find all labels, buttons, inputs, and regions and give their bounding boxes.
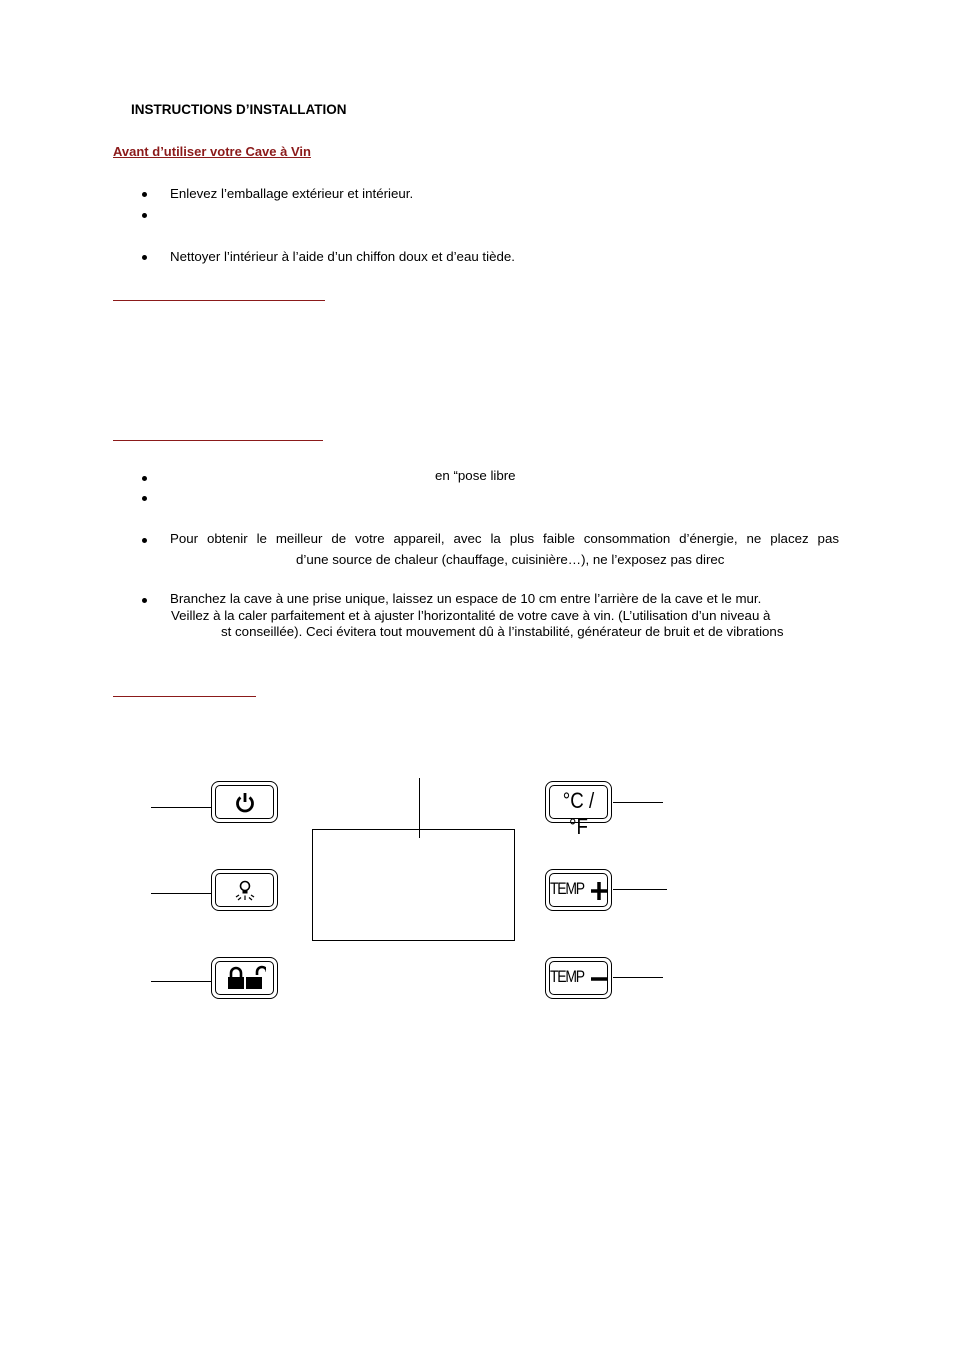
bullet-marker (141, 249, 149, 265)
lock-unlock-icon (226, 965, 266, 991)
section-heading-underline (113, 300, 325, 301)
leader-line (613, 889, 667, 890)
bullet-marker (141, 490, 149, 506)
bullet-text-placement-line2: d’une source de chaleur (chauffage, cuisinière…), ne l’exposez pas direc (296, 552, 725, 567)
temp-up-button (545, 869, 612, 911)
light-button (211, 869, 278, 911)
power-icon (234, 791, 256, 815)
bullet-marker (141, 207, 149, 223)
leader-line (613, 802, 663, 803)
bullet-text-clean: Nettoyer l’intérieur à l’aide d’un chiffon doux et d’eau tiède. (170, 249, 515, 264)
minus-icon (590, 968, 608, 990)
bullet-text-placement-line1: Pour obtenir le meilleur de votre appareil, avec la plus faible consommation d’énergie, ne placez pas (170, 531, 839, 546)
display-leader-line (419, 778, 420, 838)
section-heading-before-use: Avant d’utiliser votre Cave à Vin (113, 144, 311, 159)
section-heading-underline (113, 440, 323, 441)
bullet-text-plug-line2: Veillez à la caler parfaitement et à ajuster l’horizontalité de votre cave à vin. (L’utilisation d’un niveau à (171, 608, 771, 623)
bullet-marker (141, 592, 149, 608)
power-button (211, 781, 278, 823)
unit-toggle-button (545, 781, 612, 839)
temperature-display (312, 829, 515, 941)
bullet-marker (141, 186, 149, 202)
bullet-marker (141, 470, 149, 486)
leader-line (151, 893, 212, 894)
plus-icon (590, 880, 608, 902)
document-title: INSTRUCTIONS D’INSTALLATION (131, 102, 347, 117)
bullet-text-plug-line3: st conseillée). Ceci évitera tout mouvement dû à l’instabilité, générateur de bruit et de vibrations (221, 624, 784, 639)
bullet-text-plug-line1: Branchez la cave à une prise unique, laissez un espace de 10 cm entre l’arrière de la cave et le mur. (170, 591, 762, 606)
lock-button (211, 957, 278, 999)
light-bulb-icon (233, 877, 257, 903)
bullet-text-unpack: Enlevez l’emballage extérieur et intérieur. (170, 186, 414, 201)
section-heading-underline (113, 696, 256, 697)
bullet-marker (141, 532, 149, 548)
leader-line (151, 807, 212, 808)
bullet-text-freestanding: en “pose libre (435, 468, 516, 483)
temp-up-label: TEMP (550, 879, 584, 898)
temp-down-label: TEMP (550, 967, 584, 986)
unit-toggle-label: °C / °F (562, 788, 595, 839)
leader-line (151, 981, 212, 982)
temp-down-button (545, 957, 612, 999)
leader-line (613, 977, 663, 978)
